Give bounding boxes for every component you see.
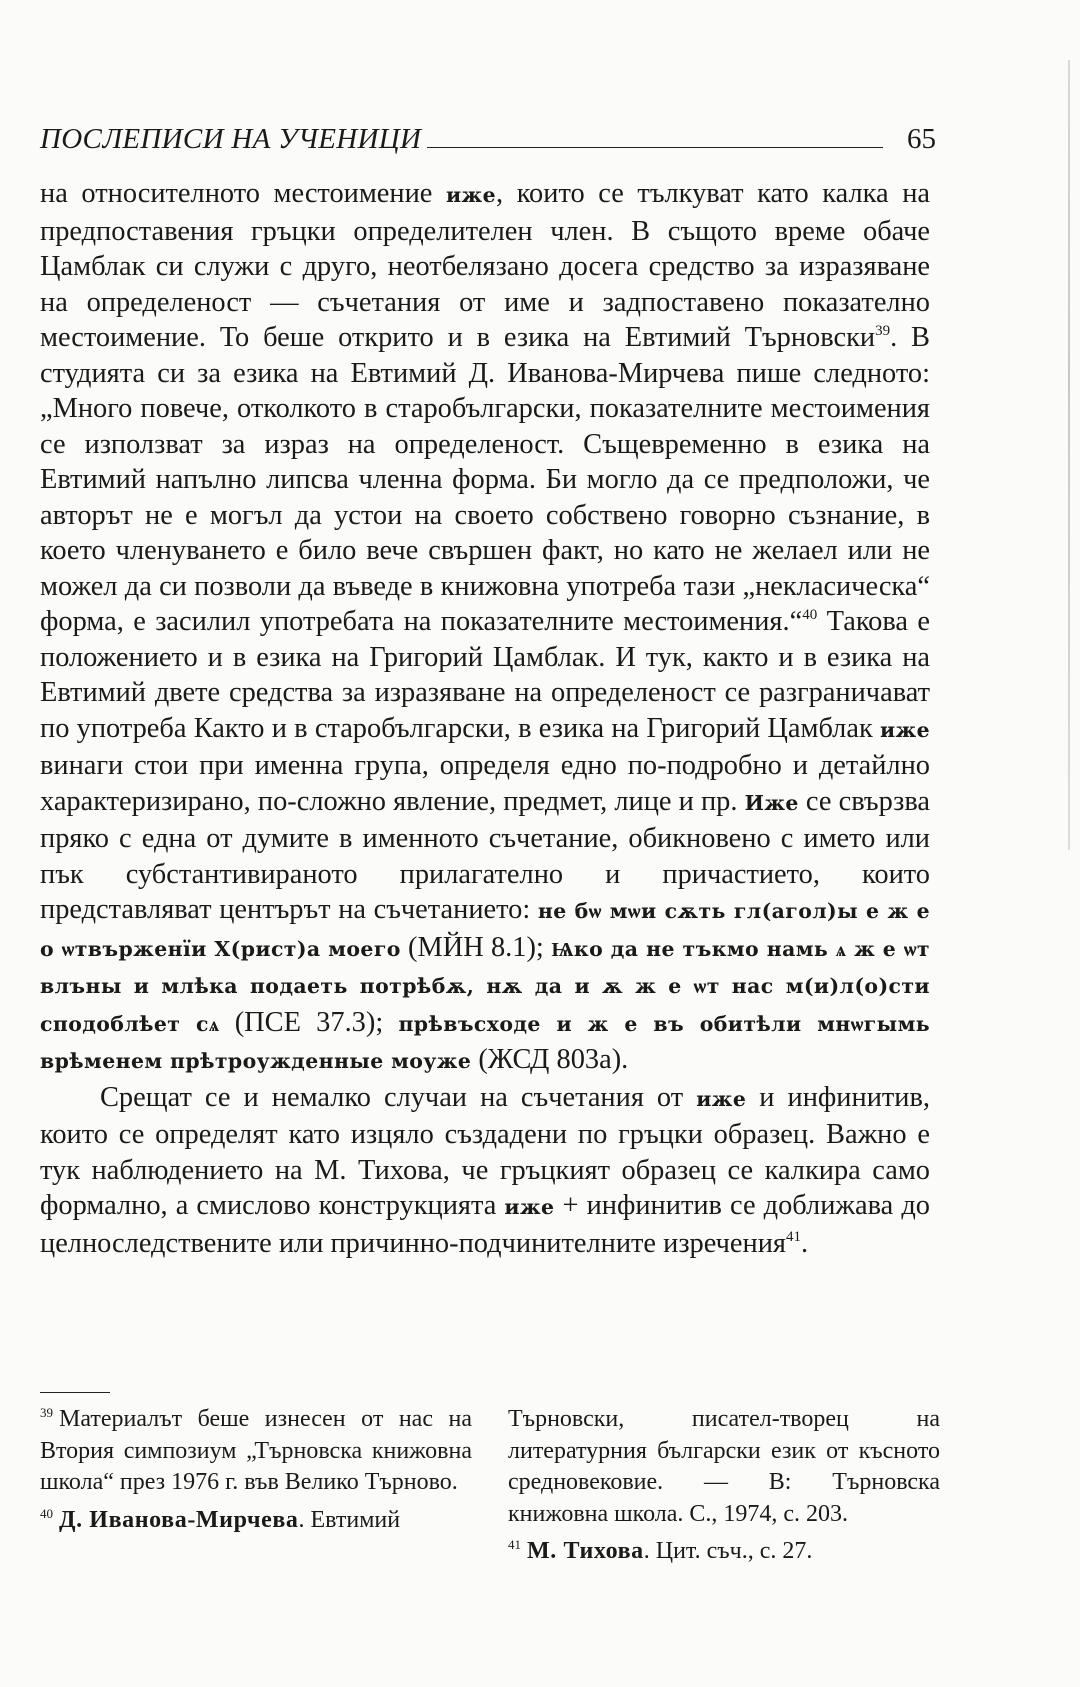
text-run: на относителното местоимение bbox=[40, 178, 446, 209]
footnote-number: 40 bbox=[40, 1505, 53, 1521]
footnote-separator bbox=[40, 1392, 110, 1393]
running-title: ПОСЛЕПИСИ НА УЧЕНИЦИ bbox=[40, 123, 422, 155]
text-run: (МЙН 8.1); bbox=[400, 931, 552, 963]
scan-edge-shadow bbox=[1068, 60, 1070, 850]
church-slavonic-word: иже bbox=[696, 1086, 747, 1111]
text-run: + инфинитив се доближава до целноследствените или причинно-подчинителните изречения bbox=[40, 1190, 930, 1259]
footnote-ref-40[interactable]: 40 bbox=[802, 607, 818, 623]
footnote-text: . Евтимий bbox=[298, 1506, 401, 1533]
footnote-ref-39[interactable]: 39 bbox=[875, 323, 891, 339]
header-rule bbox=[427, 147, 883, 148]
main-text bbox=[40, 176, 930, 1261]
text-run: винаги стои при именна група, определя едно по-подробно и детайлно характеризирано, по-сложно явление, предмет, лице и пр. bbox=[40, 750, 930, 817]
church-slavonic-word: иже bbox=[880, 717, 930, 742]
church-slavonic-word: Иже bbox=[744, 790, 799, 815]
text-run: Такова е положението и в езика на Григорий Цамблак. И тук, както и в езика на Евтимий двете средства за изразяване на определеност се разграничават по употреба Както и в старобългарски, в езика на Григорий Цамблак bbox=[40, 606, 930, 744]
footnote-40-continued bbox=[508, 1404, 940, 1530]
footnote-number: 39 bbox=[40, 1405, 53, 1420]
footnote-author: Д. Иванова-Мирчева bbox=[59, 1506, 299, 1533]
church-slavonic-quote: не бѡ мѡи сѫть гл(агол)ы е ж е о ѡтвърженїи Х(рист)а моего bbox=[40, 899, 930, 961]
footnote-number: 41 bbox=[508, 1537, 521, 1552]
church-slavonic-quote: Ѩко да не тъкмо намь ѧ ж е ѡт влъны и млѣка подаеть потрѣбѫ, нѫ да и ѫ ж е ѡт нас м(и)л(о)сти сподоблѣет сѧ bbox=[40, 936, 930, 1036]
footnotes-left-column bbox=[40, 1404, 472, 1542]
footnotes-right-column bbox=[508, 1404, 940, 1574]
text-run: (ПСЕ 37.3); bbox=[219, 1006, 399, 1038]
footnote-40 bbox=[40, 1505, 472, 1537]
footnote-39 bbox=[40, 1404, 472, 1499]
footnote-text: Материалът беше изнесен от нас на Втория симпозиум „Търновска книжовна школа“ през 1976 г. във Велико Търново. bbox=[40, 1406, 472, 1495]
text-run: и инфинитив, които се определят като изцяло създадени по гръцки образец. Важно е тук наблюдението на М. Тихова, че гръцкият образец се калкира само формално, а смислово конструкцията bbox=[40, 1081, 930, 1221]
text-run: Срещат се и немалко случаи на съчетания от bbox=[100, 1081, 697, 1113]
page-number: 65 bbox=[907, 123, 936, 155]
paragraph-2 bbox=[40, 1080, 930, 1262]
text-run: . В студията си за езика на Евтимий Д. Иванова-Мирчева пише следното: „Много повече, отколкото в старобългарски, показателните местоимения се използват за израз на определеност. Същевременно в езика на Евтимий напълно липсва членна форма. Би могло да се предположи, че авторът не е могъл да устои на своето собствено говорно съзнание, в което членуването е било вече свършен факт, но като не желаел или не можел да си позволи да въведе в книжовна употреба тази „некласическа“ форма, е засилил употребата на показателните местоимения.“ bbox=[40, 322, 930, 637]
footnote-text: . Цит. съч., с. 27. bbox=[643, 1538, 813, 1564]
footnote-ref-41[interactable]: 41 bbox=[785, 1228, 801, 1245]
text-run: , които се тълкуват като калка на предпоставения гръцки определителен член. В същото време обаче Цамблак си служи с друго, неотбелязано досега средство за изразяване на определеност — съчетания от име и задпоставено показателно местоимение. То беше открито и в езика на Евтимий Търновски bbox=[40, 178, 930, 353]
text-run: . bbox=[800, 1227, 809, 1259]
paragraph-1 bbox=[40, 176, 930, 1080]
text-run: се свързва пряко с една от думите в именното съчетание, обикновено с името или пък субстантивираното прилагателно и причастието, които представляват центърът на съчетанието: bbox=[40, 785, 930, 925]
church-slavonic-quote: прѣвъсходе и ж е въ обитѣли мнѡгымь врѣменем прѣтроужденные моуже bbox=[40, 1011, 930, 1073]
footnote-author: М. Тихова bbox=[527, 1538, 644, 1564]
text-run: (ЖСД 803а). bbox=[471, 1044, 629, 1075]
footnote-41 bbox=[508, 1536, 940, 1568]
running-header bbox=[40, 112, 936, 156]
footnote-text: Търновски, писател-творец на литературния български език от късното средновековие. — В: Търновска книжовна школа. С., 1974, с. 203. bbox=[508, 1406, 940, 1527]
church-slavonic-word: иже bbox=[504, 1195, 555, 1219]
church-slavonic-word: иже bbox=[446, 183, 496, 207]
